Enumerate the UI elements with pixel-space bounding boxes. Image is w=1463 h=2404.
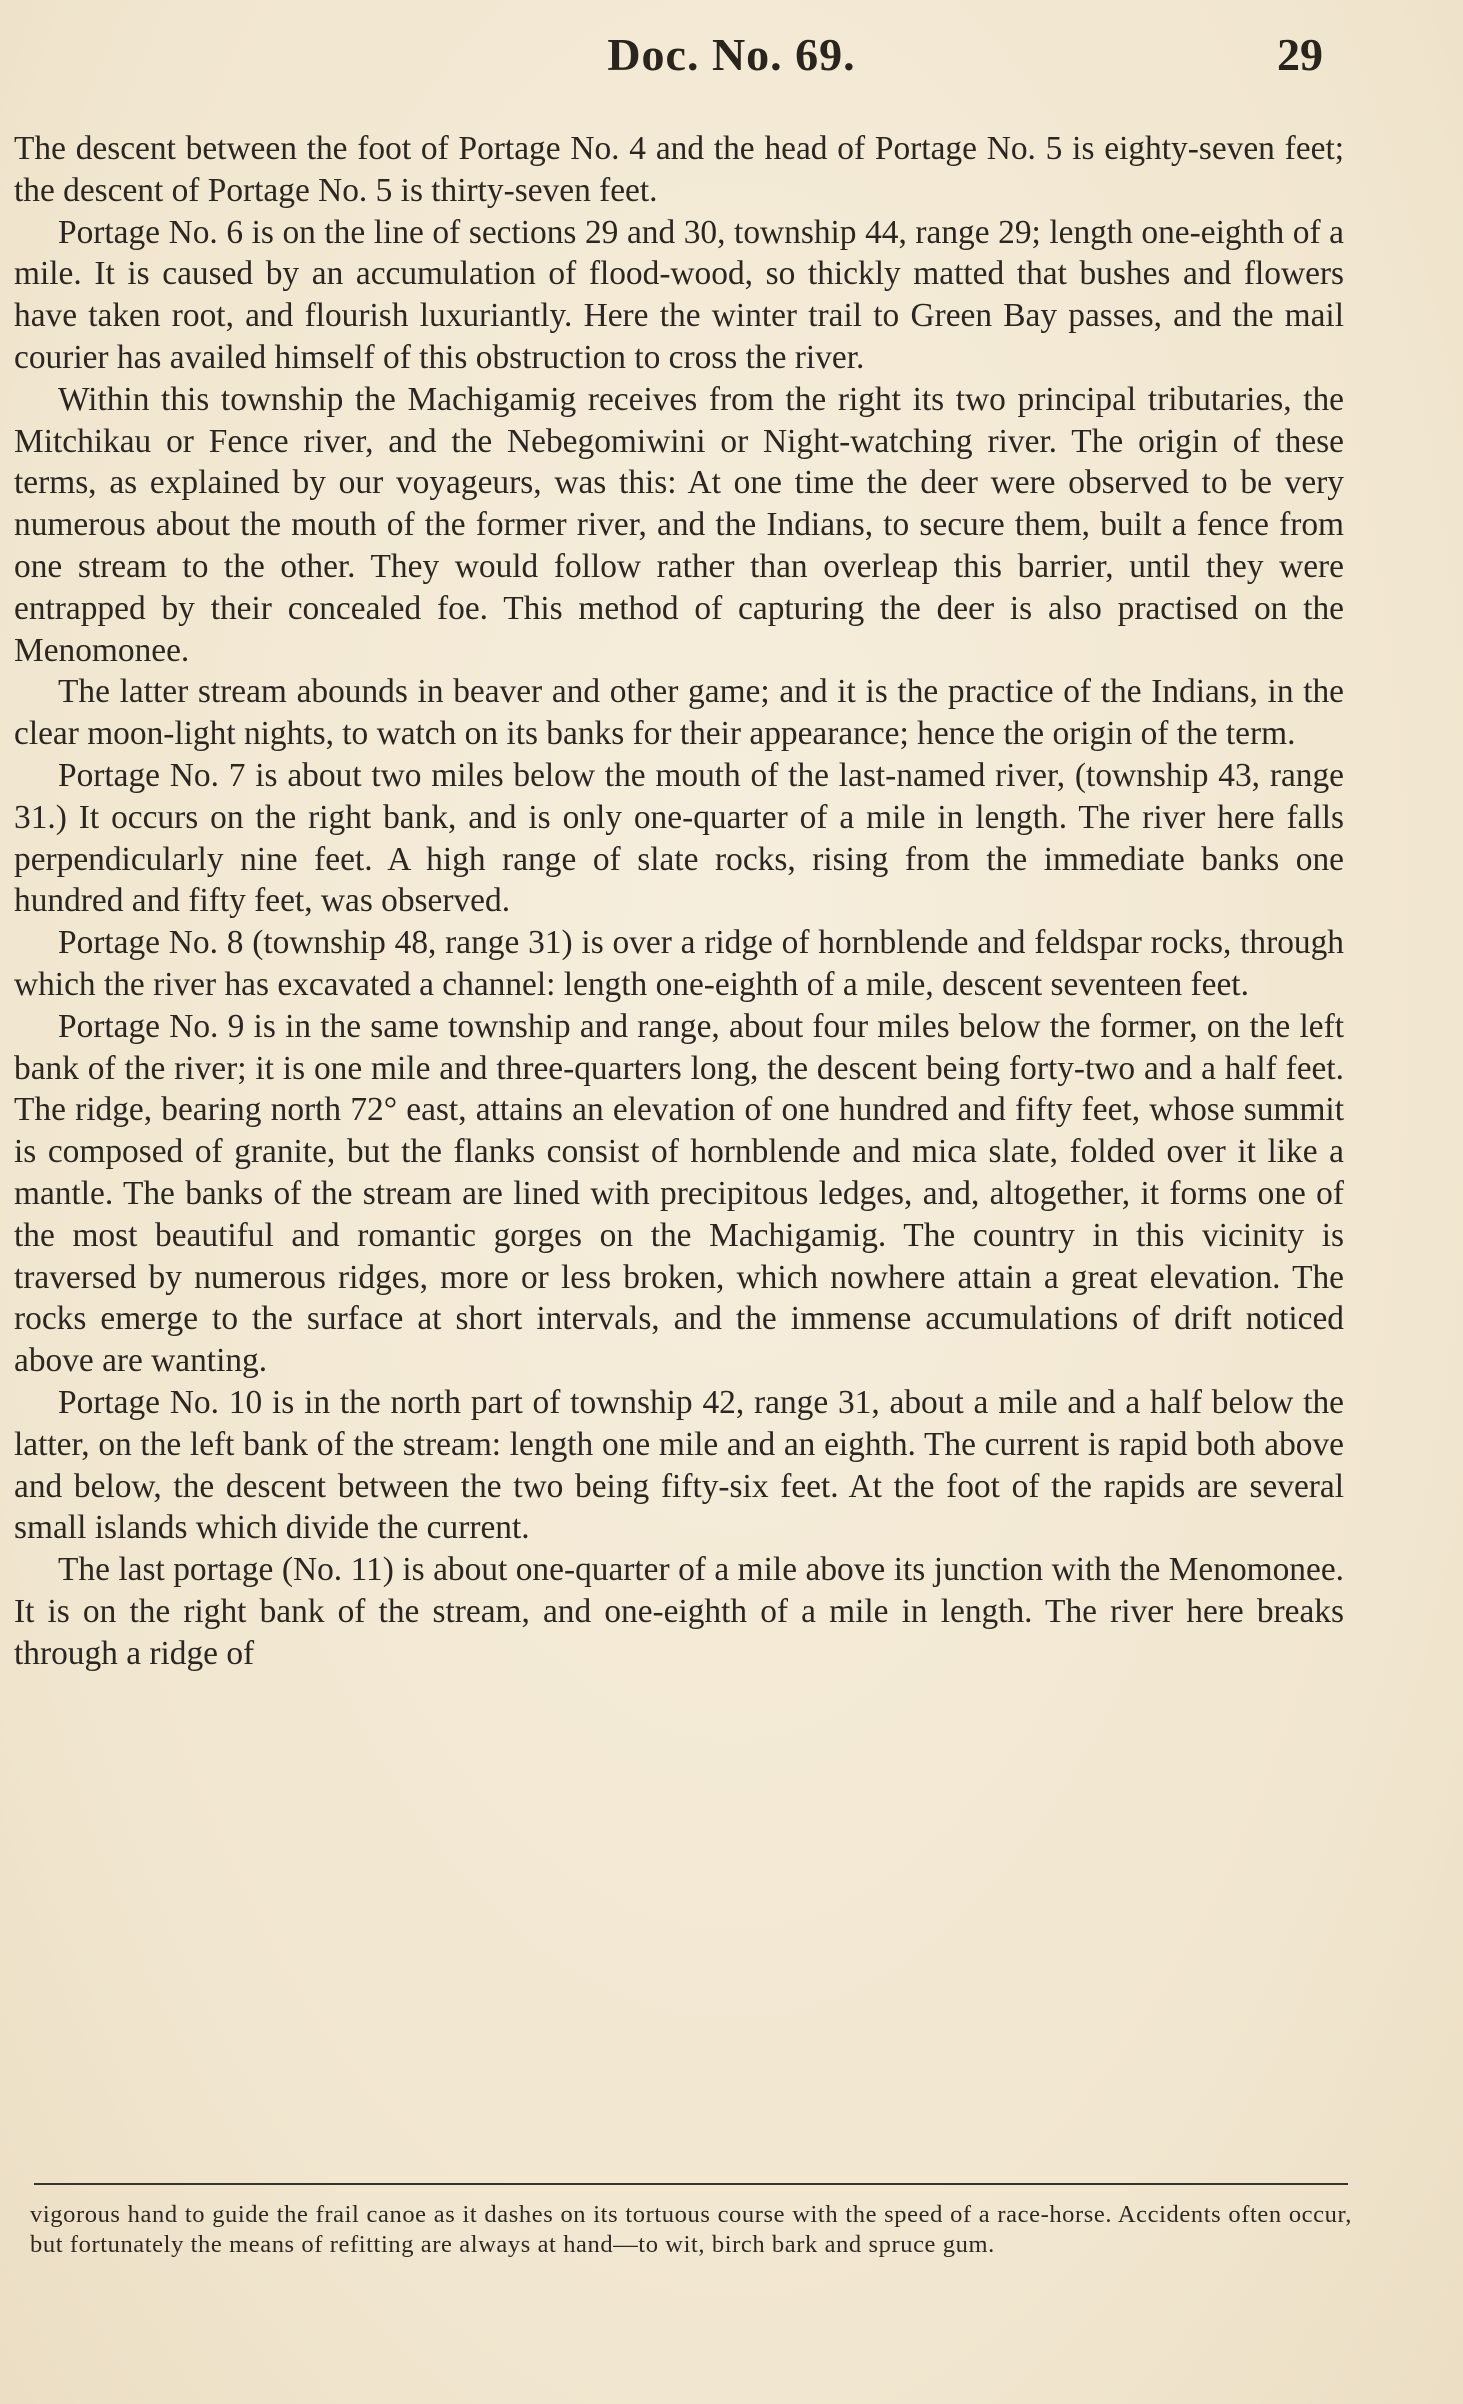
paragraph-portage-7: Portage No. 7 is about two miles below the mouth of the last-named river, (township 43, range 31.) It occurs on the right bank, and is only one-quarter of a mile in length. The river here falls perpendicularly nine feet. A high range of slate rocks, rising from the immediate banks one hundred and fifty feet, was observed. [14,756,1344,920]
paragraph-portage-5-descent: The descent between the foot of Portage No. 4 and the head of Portage No. 5 is eighty-seven feet; the descent of Portage No. 5 is thirty-seven feet. [14,130,1344,209]
page-number: 29 [1277,29,1323,80]
paragraph-portage-9: Portage No. 9 is in the same township and range, about four miles below the former, on the left bank of the river; it is one mile and three-quarters long, the descent being forty-two and a half feet. The ridge, bearing north 72° east, attains an elevation of one hundred and fifty feet, whose summit is composed of granite, but the flanks consist of hornblende and mica slate, folded over it like a mantle. The banks of the stream are lined with precipitous ledges, and, altogether, it forms one of the most beautiful and romantic gorges on the Machigamig. The country in this vicinity is traversed by numerous ridges, more or less broken, which nowhere attain a great elevation. The rocks emerge to the surface at short intervals, and the immense accumulations of drift noticed above are wanting. [14,1007,1344,1380]
paragraph-portage-6: Portage No. 6 is on the line of sections 29 and 30, township 44, range 29; length one-eighth of a mile. It is caused by an accumulation of flood-wood, so thickly matted that bushes and flowers have taken root, and flourish luxuriantly. Here the winter trail to Green Bay passes, and the mail courier has availed himself of this obstruction to cross the river. [14,213,1344,376]
paragraph-tributaries: Within this township the Machigamig receives from the right its two principal tributaries, the Mitchikau or Fence river, and the Nebegomiwini or Night-watching river. The origin of these terms, as explained by our voyageurs, was this: At one time the deer were observed to be very numerous about the mouth of the former river, and the Indians, to secure them, built a fence from one stream to the other. They would follow rather than overleap this barrier, until they were entrapped by their concealed foe. This method of capturing the deer is also practised on the Menomonee. [14,380,1344,669]
page-header [0,28,1463,88]
paragraph-portage-10: Portage No. 10 is in the north part of township 42, range 31, about a mile and a half below the latter, on the left bank of the stream: length one mile and an eighth. The current is rapid both above and below, the descent between the two being fifty-six feet. At the foot of the rapids are several small islands which divide the current. [14,1383,1344,1547]
footnote: vigorous hand to guide the frail canoe as it dashes on its tortuous course with the speed of a race-horse. Accidents often occur, but fortunately the means of refitting are always at hand—to wit, birch bark and spruce gum. [30,2201,1352,2258]
body-text [14,128,1344,1674]
paragraph-portage-8: Portage No. 8 (township 48, range 31) is over a ridge of hornblende and feldspar rocks, through which the river has excavated a channel: length one-eighth of a mile, descent seventeen feet. [14,924,1344,1003]
paragraph-night-watching: The latter stream abounds in beaver and other game; and it is the practice of the Indians, in the clear moon-light nights, to watch on its banks for their appearance; hence the origin of the term. [14,673,1344,753]
footnote-divider [34,2183,1348,2185]
running-head: Doc. No. 69. [607,29,856,80]
paragraph-portage-11: The last portage (No. 11) is about one-quarter of a mile above its junction with the Menomonee. It is on the right bank of the stream, and one-eighth of a mile in length. The river here breaks through a ridge of [14,1551,1344,1672]
